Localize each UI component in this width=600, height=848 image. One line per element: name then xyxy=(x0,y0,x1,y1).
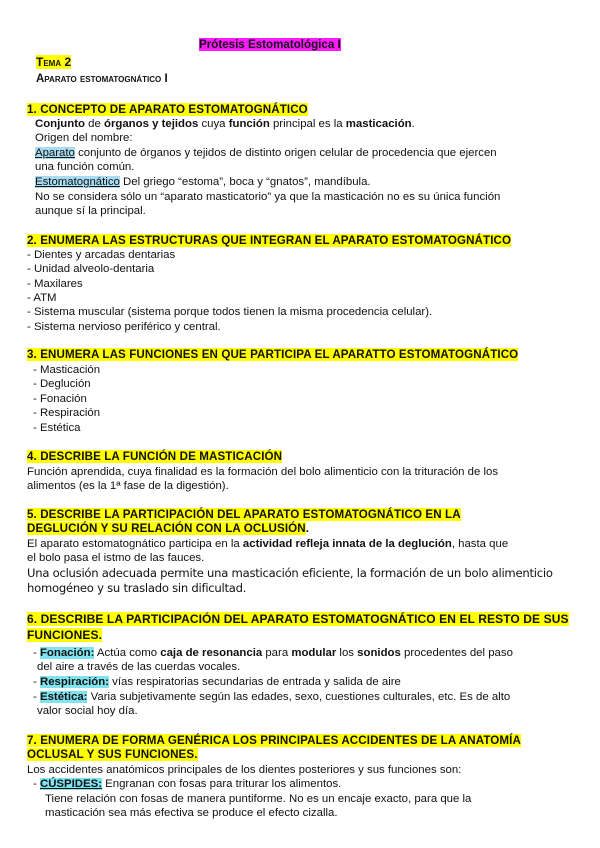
def-text-3: principal es la xyxy=(269,118,346,130)
estetica-text: Varia subjetivamente según las edades, sexo, cuestiones culturales, etc. Es de alto xyxy=(87,691,511,703)
list-item: - Dientes y arcadas dentarias xyxy=(27,249,176,261)
p1-bold: actividad refleja innata de la deglución xyxy=(242,538,452,550)
fonacion-term: Fonación: xyxy=(39,647,95,659)
section-5-heading xyxy=(27,508,461,522)
def-term-organos: órganos y tejidos xyxy=(103,118,199,130)
respiracion-item xyxy=(33,675,401,689)
cuspides-item xyxy=(33,777,341,791)
respiracion-text: vías respiratorias secundarias de entrada y salida de aire xyxy=(108,676,401,688)
estoma-term: Estomatognático xyxy=(35,176,120,188)
list-item: - Sistema nervioso periférico y central. xyxy=(27,321,221,333)
cuspides-dash: - xyxy=(33,778,40,790)
section-6-heading-cont xyxy=(27,628,102,642)
section-5-heading-period: . xyxy=(305,522,310,535)
section-1-note-cont: aunque sí la principal. xyxy=(35,205,146,217)
tema-label xyxy=(36,55,71,69)
fonacion-bold-3: sonidos xyxy=(357,647,401,659)
fonacion-text-1: Actúa como xyxy=(94,647,161,659)
section-5-paragraph-2: Una oclusión adecuada permite una masticación eficiente, la formación de un bolo alimenticio xyxy=(27,566,553,580)
fonacion-item xyxy=(33,646,513,660)
section-6-heading-text-cont: FUNCIONES. xyxy=(27,628,103,642)
aparato-term: Aparato xyxy=(35,147,75,159)
section-4-heading-text: 4. DESCRIBE LA FUNCIÓN DE MASTICACIÓN xyxy=(27,450,283,463)
section-7-heading-cont xyxy=(27,748,198,762)
aparato-definition-cont: una función común. xyxy=(35,161,135,173)
section-7-heading-text: 7. ENUMERA DE FORMA GENÉRICA LOS PRINCIPALES ACCIDENTES DE LA ANATOMÍA xyxy=(27,734,521,747)
fonacion-bold-2: modular xyxy=(291,647,337,659)
estetica-term: Estética: xyxy=(39,691,88,703)
p1-text-a: El aparato estomatognático participa en la xyxy=(27,538,243,550)
section-7-heading xyxy=(27,734,521,748)
estetica-dash: - xyxy=(33,691,40,703)
fonacion-text-3: los xyxy=(336,647,358,659)
list-item: - Unidad alveolo-dentaria xyxy=(27,263,155,275)
list-item: - ATM xyxy=(27,292,57,304)
cuspides-text: Engranan con fosas para triturar los alimentos. xyxy=(102,778,342,790)
section-3-heading xyxy=(27,348,518,362)
section-1-note: No se considera sólo un “aparato masticatorio” ya que la masticación no es su única función xyxy=(35,191,501,203)
estetica-item xyxy=(33,690,510,704)
aparato-definition xyxy=(35,146,497,160)
fonacion-dash: - xyxy=(33,647,40,659)
origin-label: Origen del nombre: xyxy=(35,132,133,144)
section-2-heading-text: 2. ENUMERA LAS ESTRUCTURAS QUE INTEGRAN EL APARATO ESTOMATOGNÁTICO xyxy=(27,234,512,247)
section-3-heading-text: 3. ENUMERA LAS FUNCIONES EN QUE PARTICIPA EL APARATTO ESTOMATOGNÁTICO xyxy=(27,348,519,361)
def-term-conjunto: Conjunto xyxy=(35,118,85,130)
section-5-paragraph-1 xyxy=(27,537,508,551)
document-title xyxy=(199,38,341,52)
def-text-1: de xyxy=(84,118,104,130)
section-7-intro: Los accidentes anatómicos principales de los dientes posteriores y sus funciones son: xyxy=(27,764,462,776)
list-item: - Maxilares xyxy=(27,278,83,290)
section-5-heading-text: 5. DESCRIBE LA PARTICIPACIÓN DEL APARATO ESTOMATOGNÁTICO EN LA xyxy=(27,508,461,521)
section-5-paragraph-1-cont: el bolo pasa el istmo de las fauces. xyxy=(27,552,205,564)
section-4-text-cont: alimentos (es la 1ª fase de la digestión). xyxy=(27,480,229,492)
def-term-masticacion: masticación xyxy=(345,118,412,130)
list-item: - Sistema muscular (sistema porque todos tienen la misma procedencia celular). xyxy=(27,306,433,318)
def-term-funcion: función xyxy=(228,118,270,130)
cuspides-item-cont-2: masticación sea más efectiva se produce el efecto cizalla. xyxy=(45,807,338,819)
respiracion-term: Respiración: xyxy=(39,676,109,688)
section-4-text: Función aprendida, cuya finalidad es la formación del bolo alimenticio con la trituración de los xyxy=(27,466,499,478)
fonacion-text-4: procedentes del paso xyxy=(400,647,513,659)
cuspides-item-cont: Tiene relación con fosas de manera puntiforme. No es un encaje exacto, para que la xyxy=(45,793,472,805)
estoma-definition xyxy=(35,175,371,189)
list-item: - Fonación xyxy=(33,393,87,405)
section-6-heading xyxy=(27,612,569,626)
list-item: - Masticación xyxy=(33,364,101,376)
list-item: - Estética xyxy=(33,422,81,434)
fonacion-item-cont: del aire a través de las cuerdas vocales. xyxy=(37,661,241,673)
section-6-heading-text: 6. DESCRIBE LA PARTICIPACIÓN DEL APARATO ESTOMATOGNÁTICO EN EL RESTO DE SUS xyxy=(27,612,569,626)
estetica-item-cont: valor social hoy día. xyxy=(37,705,138,717)
section-5-heading-text-cont: DEGLUCIÓN Y SU RELACIÓN CON LA OCLUSIÓN xyxy=(27,522,306,535)
section-2-heading xyxy=(27,234,511,248)
fonacion-bold-1: caja de resonancia xyxy=(160,647,263,659)
list-item: - Deglución xyxy=(33,378,91,390)
section-1-heading-text: 1. CONCEPTO DE APARATO ESTOMATOGNÁTICO xyxy=(27,103,308,116)
def-text-2: cuya xyxy=(198,118,229,130)
document-subtitle: Aparato estomatognático I xyxy=(36,73,168,85)
section-5-paragraph-2-cont: homogéneo y su traslado sin dificultad. xyxy=(27,581,247,595)
def-text-4: . xyxy=(411,118,415,130)
respiracion-dash: - xyxy=(33,676,40,688)
p1-text-c: , hasta que xyxy=(451,538,509,550)
document-title-text: Prótesis Estomatológica I xyxy=(199,38,341,51)
list-item: - Respiración xyxy=(33,407,101,419)
estoma-text: Del griego “estoma”, boca y “gnatos”, mandíbula. xyxy=(119,176,371,188)
aparato-text: conjunto de órganos y tejidos de distinto origen celular de procedencia que ejercen xyxy=(74,147,497,159)
cuspides-term: CÚSPIDES: xyxy=(39,778,102,790)
section-1-heading xyxy=(27,103,308,117)
section-7-heading-text-cont: OCLUSAL Y SUS FUNCIONES. xyxy=(27,748,198,761)
section-5-heading-cont xyxy=(27,522,309,536)
section-1-definition xyxy=(35,117,415,131)
fonacion-text-2: para xyxy=(262,647,292,659)
tema-label-text: Tema 2 xyxy=(36,55,72,69)
section-4-heading xyxy=(27,450,282,464)
